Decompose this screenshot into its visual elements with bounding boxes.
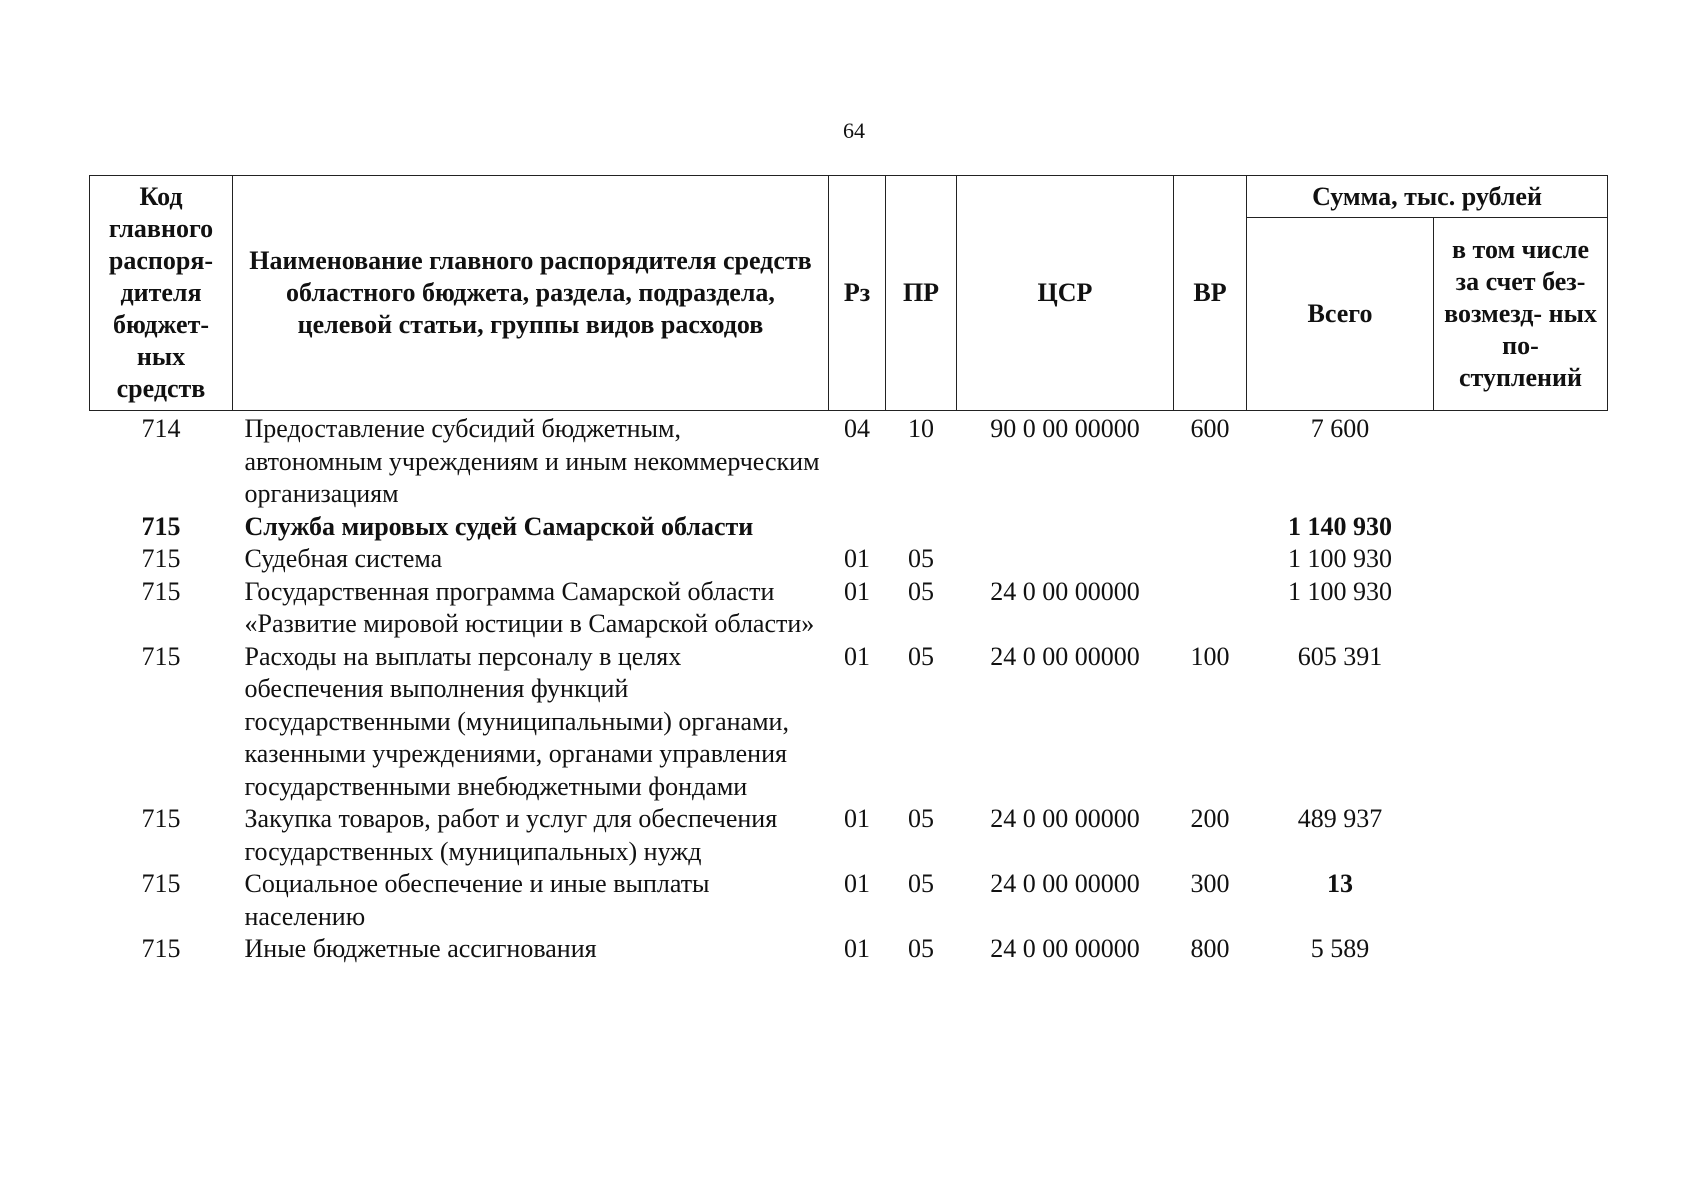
cell-name: Иные бюджетные ассигнования xyxy=(244,934,597,963)
cell-code: 715 xyxy=(141,641,181,671)
header-rz: Рз xyxy=(829,176,886,411)
cell-vr: 200 xyxy=(1190,804,1230,833)
cell-rz: 01 xyxy=(844,544,870,573)
cell-pr: 05 xyxy=(908,804,934,833)
cell-rz: 01 xyxy=(844,934,870,963)
cell-rz: 01 xyxy=(844,869,870,898)
cell-pr: 10 xyxy=(908,414,934,443)
cell-code: 715 xyxy=(141,576,181,606)
cell-total: 1 100 930 xyxy=(1288,544,1392,573)
cell-code: 715 xyxy=(141,511,181,541)
table-row xyxy=(90,411,1608,511)
table-header xyxy=(90,176,1608,411)
cell-csr xyxy=(957,543,1174,576)
cell-code: 715 xyxy=(141,544,181,573)
cell-name: Служба мировых судей Самарской области xyxy=(244,511,754,541)
cell-code: 715 xyxy=(141,869,181,898)
cell-total: 1 100 930 xyxy=(1288,576,1392,606)
cell-name: Государственная программа Самарской области «Развитие мировой юстиции в Самарской области» xyxy=(244,576,815,638)
cell-vr xyxy=(1174,576,1247,641)
cell-vr: 300 xyxy=(1190,869,1230,898)
cell-code: 715 xyxy=(141,804,181,833)
cell-vr: 800 xyxy=(1190,934,1230,963)
cell-total: 489 937 xyxy=(1297,804,1383,833)
table-row xyxy=(90,868,1608,933)
cell-incl xyxy=(1434,576,1608,641)
table-row xyxy=(90,576,1608,641)
cell-name: Расходы на выплаты персоналу в целях обеспечения выполнения функций государственными (муниципальными) органами, казенными учреждениями, органами управления государственными внебюджетными фондами xyxy=(244,641,789,801)
cell-pr: 05 xyxy=(908,576,934,606)
header-name: Наименование главного распорядителя средств областного бюджета, раздела, подраздела, целевой статьи, группы видов расходов xyxy=(233,176,829,411)
table-row xyxy=(90,933,1608,966)
cell-csr: 24 0 00 00000 xyxy=(990,869,1140,898)
cell-total: 13 xyxy=(1327,869,1353,898)
cell-vr: 600 xyxy=(1190,414,1230,443)
cell-incl xyxy=(1434,641,1608,804)
cell-csr: 24 0 00 00000 xyxy=(990,576,1140,606)
cell-rz: 01 xyxy=(844,641,870,671)
cell-incl xyxy=(1434,411,1608,511)
header-incl: в том числе за счет без- возмезд- ных по- ступлений xyxy=(1434,218,1608,411)
cell-rz: 01 xyxy=(844,576,870,606)
cell-pr: 05 xyxy=(908,934,934,963)
cell-incl xyxy=(1434,543,1608,576)
table-row xyxy=(90,511,1608,544)
table-body xyxy=(90,411,1608,966)
header-total: Всего xyxy=(1247,218,1434,411)
budget-table xyxy=(89,175,1608,966)
header-csr: ЦСР xyxy=(957,176,1174,411)
cell-vr xyxy=(1174,543,1247,576)
table-row xyxy=(90,543,1608,576)
cell-incl xyxy=(1434,868,1608,933)
cell-csr: 90 0 00 00000 xyxy=(990,414,1140,443)
cell-vr: 100 xyxy=(1190,641,1230,671)
cell-total: 7 600 xyxy=(1310,414,1370,443)
cell-pr: 05 xyxy=(908,869,934,898)
cell-name: Социальное обеспечение и иные выплаты населению xyxy=(244,869,710,931)
cell-incl xyxy=(1434,933,1608,966)
header-vr: ВР xyxy=(1174,176,1247,411)
cell-rz xyxy=(829,511,886,544)
cell-pr xyxy=(886,511,957,544)
cell-name: Предоставление субсидий бюджетным, автономным учреждениям и иным некоммерческим организациям xyxy=(244,414,820,508)
cell-vr xyxy=(1174,511,1247,544)
header-code: Код главного распоря- дителя бюджет- ных средств xyxy=(90,176,233,411)
cell-incl xyxy=(1434,511,1608,544)
cell-incl xyxy=(1434,803,1608,868)
table-row xyxy=(90,641,1608,804)
cell-name: Закупка товаров, работ и услуг для обеспечения государственных (муниципальных) нужд xyxy=(244,804,778,866)
cell-total: 605 391 xyxy=(1297,641,1383,671)
cell-csr: 24 0 00 00000 xyxy=(990,641,1140,671)
cell-total: 1 140 930 xyxy=(1288,511,1392,541)
cell-csr: 24 0 00 00000 xyxy=(990,934,1140,963)
cell-code: 715 xyxy=(141,934,181,963)
header-pr: ПР xyxy=(886,176,957,411)
cell-name: Судебная система xyxy=(244,544,443,573)
cell-csr xyxy=(957,511,1174,544)
cell-pr: 05 xyxy=(908,641,934,671)
cell-csr: 24 0 00 00000 xyxy=(990,804,1140,833)
header-sum: Сумма, тыс. рублей xyxy=(1247,176,1608,218)
page-number: 64 xyxy=(843,118,865,143)
cell-code: 714 xyxy=(141,414,181,443)
cell-total: 5 589 xyxy=(1310,934,1370,963)
cell-rz: 04 xyxy=(844,414,870,443)
table-row xyxy=(90,803,1608,868)
cell-pr: 05 xyxy=(908,544,934,573)
cell-rz: 01 xyxy=(844,804,870,833)
